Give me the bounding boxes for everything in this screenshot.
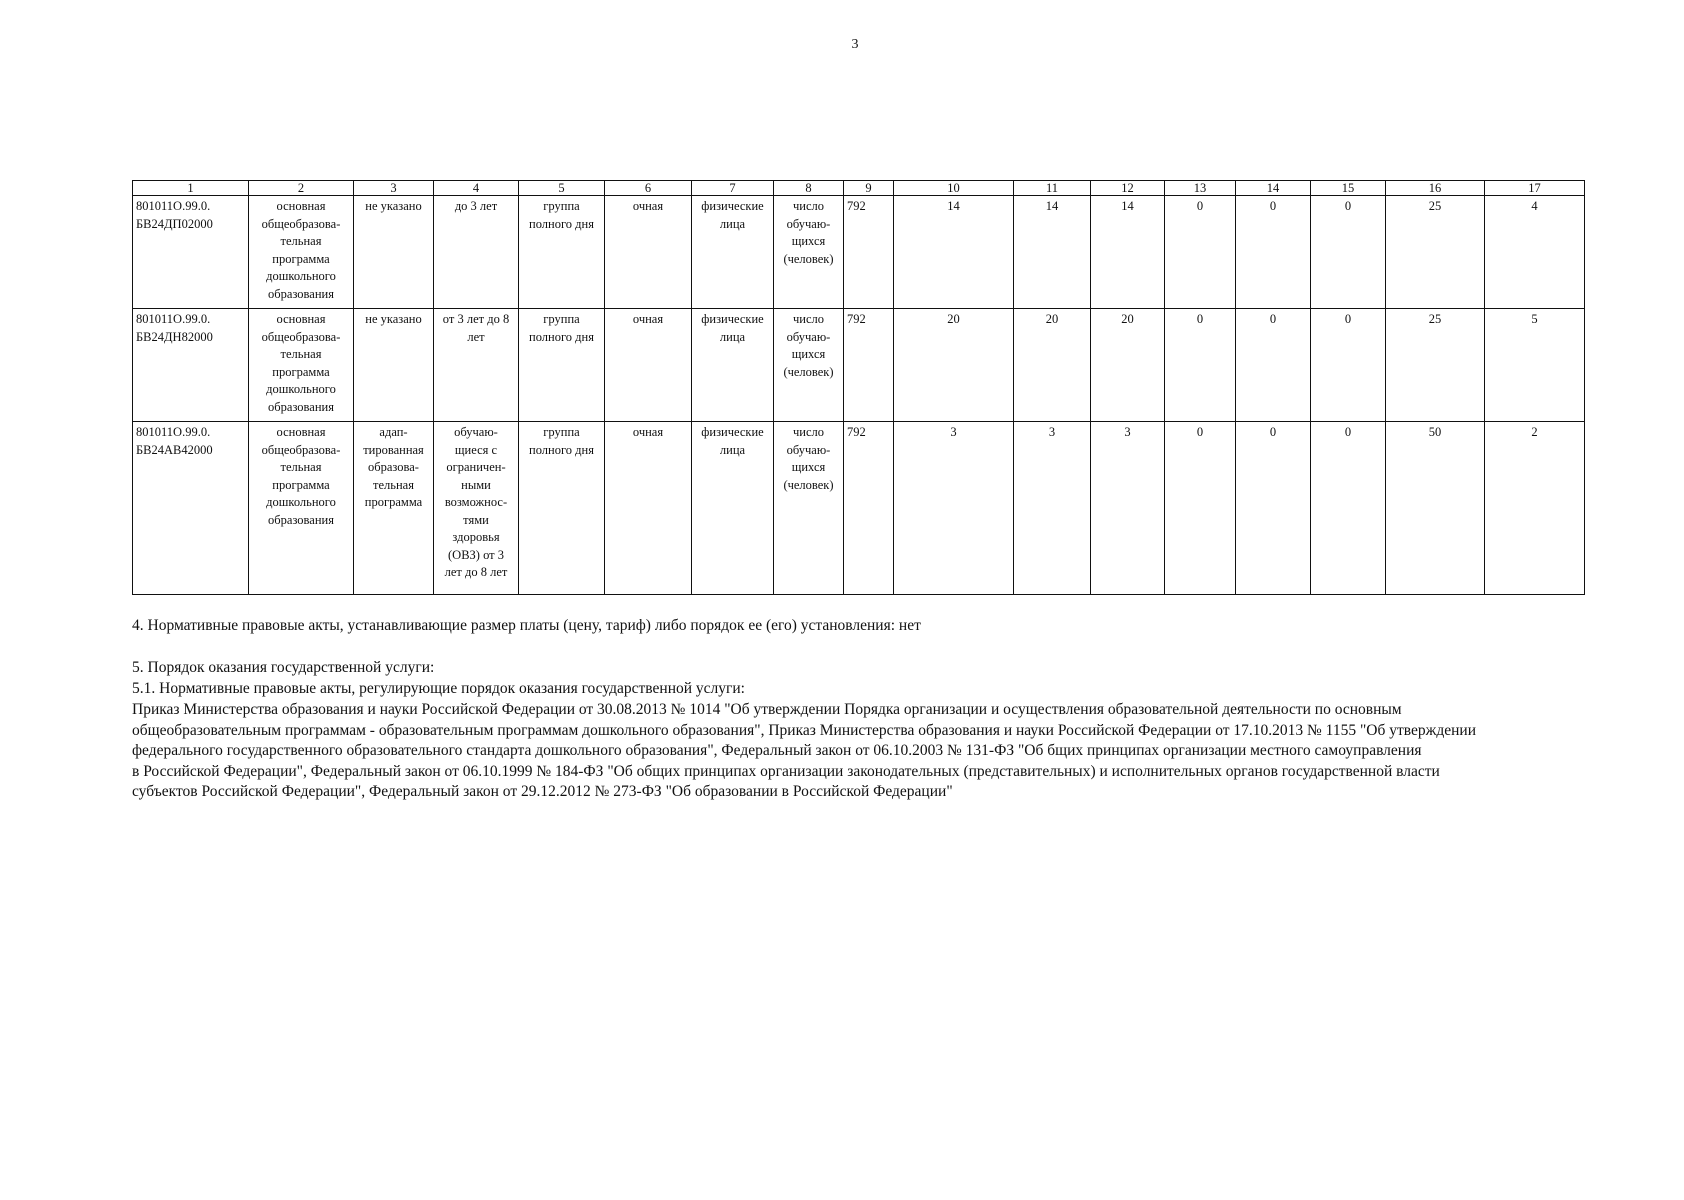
header-cell: 10 — [894, 181, 1014, 196]
cell-text: 5 — [1531, 312, 1538, 326]
body-line: в Российской Федерации", Федеральный закон от 06.10.1999 № 184-ФЗ "Об общих принципах организации законодательных (представительных) и исполнительных органов государственной власти — [132, 762, 1440, 780]
cell-text: число обучаю- щихся (человек) — [783, 199, 834, 266]
cell-text: 2 — [1531, 425, 1538, 439]
section-5-heading: 5. Порядок оказания государственной услуги: — [132, 659, 435, 676]
table-cell — [133, 422, 249, 595]
table-cell — [774, 422, 844, 595]
header-cell: 16 — [1386, 181, 1485, 196]
header-cell: 6 — [605, 181, 692, 196]
table-cell — [1311, 309, 1386, 422]
table-cell — [1165, 422, 1236, 595]
cell-text: 792 — [847, 312, 866, 326]
header-cell: 12 — [1091, 181, 1165, 196]
cell-text: 0 — [1269, 199, 1277, 213]
header-cell: 13 — [1165, 181, 1236, 196]
table-cell — [605, 196, 692, 309]
table-cell — [692, 196, 774, 309]
table-row — [133, 196, 1585, 309]
cell-text: основная общеобразова- тельная программа дошкольного образования — [261, 199, 341, 301]
cell-text: 25 — [1428, 199, 1442, 213]
table-cell — [249, 422, 354, 595]
header-cell: 4 — [434, 181, 519, 196]
cell-text: 3 — [1048, 425, 1056, 439]
body-line: общеобразовательным программам - образовательным программам дошкольного образования", Приказ Министерства образования и науки Российской Федерации от 17.10.2013 № 1155 "Об утверждении — [132, 721, 1476, 739]
table-cell — [605, 309, 692, 422]
header-cell: 9 — [844, 181, 894, 196]
table-cell — [249, 309, 354, 422]
table-cell — [1311, 422, 1386, 595]
table-cell — [519, 309, 605, 422]
cell-text: 0 — [1269, 425, 1277, 439]
table-cell — [434, 422, 519, 595]
table-header-row — [133, 181, 1585, 196]
header-cell: 3 — [354, 181, 434, 196]
header-cell: 11 — [1014, 181, 1091, 196]
header-cell: 2 — [249, 181, 354, 196]
table-cell — [844, 196, 894, 309]
cell-text: 50 — [1428, 425, 1442, 439]
header-cell: 5 — [519, 181, 605, 196]
cell-text: число обучаю- щихся (человек) — [783, 425, 834, 492]
table-cell — [894, 196, 1014, 309]
cell-text: 0 — [1196, 425, 1204, 439]
section-4-fee-acts: 4. Нормативные правовые акты, устанавливающие размер платы (цену, тариф) либо порядок ее (его) установления: нет — [132, 617, 921, 634]
table-cell — [133, 196, 249, 309]
table-cell — [519, 422, 605, 595]
table-cell — [1386, 422, 1485, 595]
table-cell — [354, 309, 434, 422]
table-cell — [1485, 309, 1585, 422]
table-cell — [774, 196, 844, 309]
header-cell: 8 — [774, 181, 844, 196]
cell-text: группа полного дня — [529, 312, 594, 344]
cell-text: 0 — [1344, 312, 1352, 326]
table-cell — [133, 309, 249, 422]
header-cell: 7 — [692, 181, 774, 196]
body-line: Приказ Министерства образования и науки Российской Федерации от 30.08.2013 № 1014 "Об утверждении Порядка организации и осуществления образовательной деятельности по основным — [132, 701, 1402, 718]
cell-text: 25 — [1428, 312, 1442, 326]
cell-text: основная общеобразова- тельная программа дошкольного образования — [261, 425, 341, 527]
cell-text: физические лица — [701, 312, 764, 344]
cell-text: 14 — [1121, 199, 1134, 213]
table-cell — [1165, 309, 1236, 422]
table-cell — [774, 309, 844, 422]
table-cell — [434, 196, 519, 309]
cell-text: очная — [632, 312, 664, 326]
body-line: федерального государственного образовательного стандарта дошкольного образования", Федеральный закон от 06.10.2003 № 131-ФЗ "Об бщих принципах организации местного самоуправления — [132, 742, 1422, 759]
table-cell — [1091, 196, 1165, 309]
cell-text: не указано — [365, 312, 422, 326]
header-cell: 14 — [1236, 181, 1311, 196]
header-cell: 15 — [1311, 181, 1386, 196]
header-cell: 1 — [133, 181, 249, 196]
cell-text: 0 — [1344, 425, 1352, 439]
cell-text: 0 — [1344, 199, 1352, 213]
table-cell — [1014, 196, 1091, 309]
cell-text: физические лица — [701, 425, 764, 457]
table-cell — [1386, 196, 1485, 309]
cell-text: обучаю- щиеся с ограничен- ными возможнос- тями здоровья (ОВЗ) от 3 лет до 8 лет — [444, 425, 508, 579]
cell-text: до 3 лет — [454, 199, 498, 213]
table-cell — [1485, 196, 1585, 309]
table-cell — [1014, 422, 1091, 595]
cell-text: 0 — [1196, 199, 1204, 213]
table-cell — [354, 196, 434, 309]
cell-text: 792 — [847, 425, 866, 439]
table-cell — [354, 422, 434, 595]
cell-text: 20 — [1121, 312, 1134, 326]
cell-text: 20 — [947, 312, 960, 326]
table-cell — [692, 309, 774, 422]
header-cell: 17 — [1485, 181, 1585, 196]
service-volume-table — [132, 180, 1585, 595]
table-cell — [894, 309, 1014, 422]
table-row — [133, 309, 1585, 422]
table-cell — [1236, 196, 1311, 309]
table-cell — [434, 309, 519, 422]
page-number: 3 — [851, 37, 859, 52]
section-5-1-body — [132, 700, 1572, 803]
cell-text: группа полного дня — [529, 425, 594, 457]
table-cell — [844, 309, 894, 422]
cell-text: 801011О.99.0. БВ24ДН82000 — [136, 312, 213, 344]
table-cell — [519, 196, 605, 309]
cell-text: адап- тированная образова- тельная программа — [363, 425, 424, 509]
section-5-1-heading: 5.1. Нормативные правовые акты, регулирующие порядок оказания государственной услуги: — [132, 680, 745, 697]
cell-text: 792 — [847, 199, 866, 213]
cell-text: 0 — [1269, 312, 1277, 326]
cell-text: основная общеобразова- тельная программа дошкольного образования — [261, 312, 341, 414]
table-cell — [1091, 309, 1165, 422]
cell-text: не указано — [365, 199, 422, 213]
cell-text: 3 — [1124, 425, 1131, 439]
table-cell — [1165, 196, 1236, 309]
cell-text: 801011О.99.0. БВ24АВ42000 — [136, 425, 213, 457]
cell-text: очная — [632, 425, 664, 439]
table-cell — [1091, 422, 1165, 595]
table-cell — [605, 422, 692, 595]
cell-text: от 3 лет до 8 лет — [442, 312, 510, 344]
cell-text: 3 — [950, 425, 957, 439]
cell-text: 4 — [1531, 199, 1538, 213]
cell-text: 20 — [1045, 312, 1059, 326]
table-cell — [1236, 309, 1311, 422]
table-cell — [844, 422, 894, 595]
table-cell — [1386, 309, 1485, 422]
cell-text: 0 — [1196, 312, 1204, 326]
table-row — [133, 422, 1585, 595]
table-cell — [1485, 422, 1585, 595]
table-cell — [894, 422, 1014, 595]
table-cell — [692, 422, 774, 595]
cell-text: очная — [632, 199, 664, 213]
body-line: субъектов Российской Федерации", Федеральный закон от 29.12.2012 № 273-ФЗ "Об образовании в Российской Федерации" — [132, 783, 953, 800]
cell-text: 14 — [1045, 199, 1059, 213]
cell-text: физические лица — [701, 199, 764, 231]
cell-text: группа полного дня — [529, 199, 594, 231]
table-cell — [1014, 309, 1091, 422]
table-cell — [249, 196, 354, 309]
cell-text: 801011О.99.0. БВ24ДП02000 — [136, 199, 213, 231]
table-cell — [1311, 196, 1386, 309]
cell-text: 14 — [947, 199, 960, 213]
table-cell — [1236, 422, 1311, 595]
cell-text: число обучаю- щихся (человек) — [783, 312, 834, 379]
